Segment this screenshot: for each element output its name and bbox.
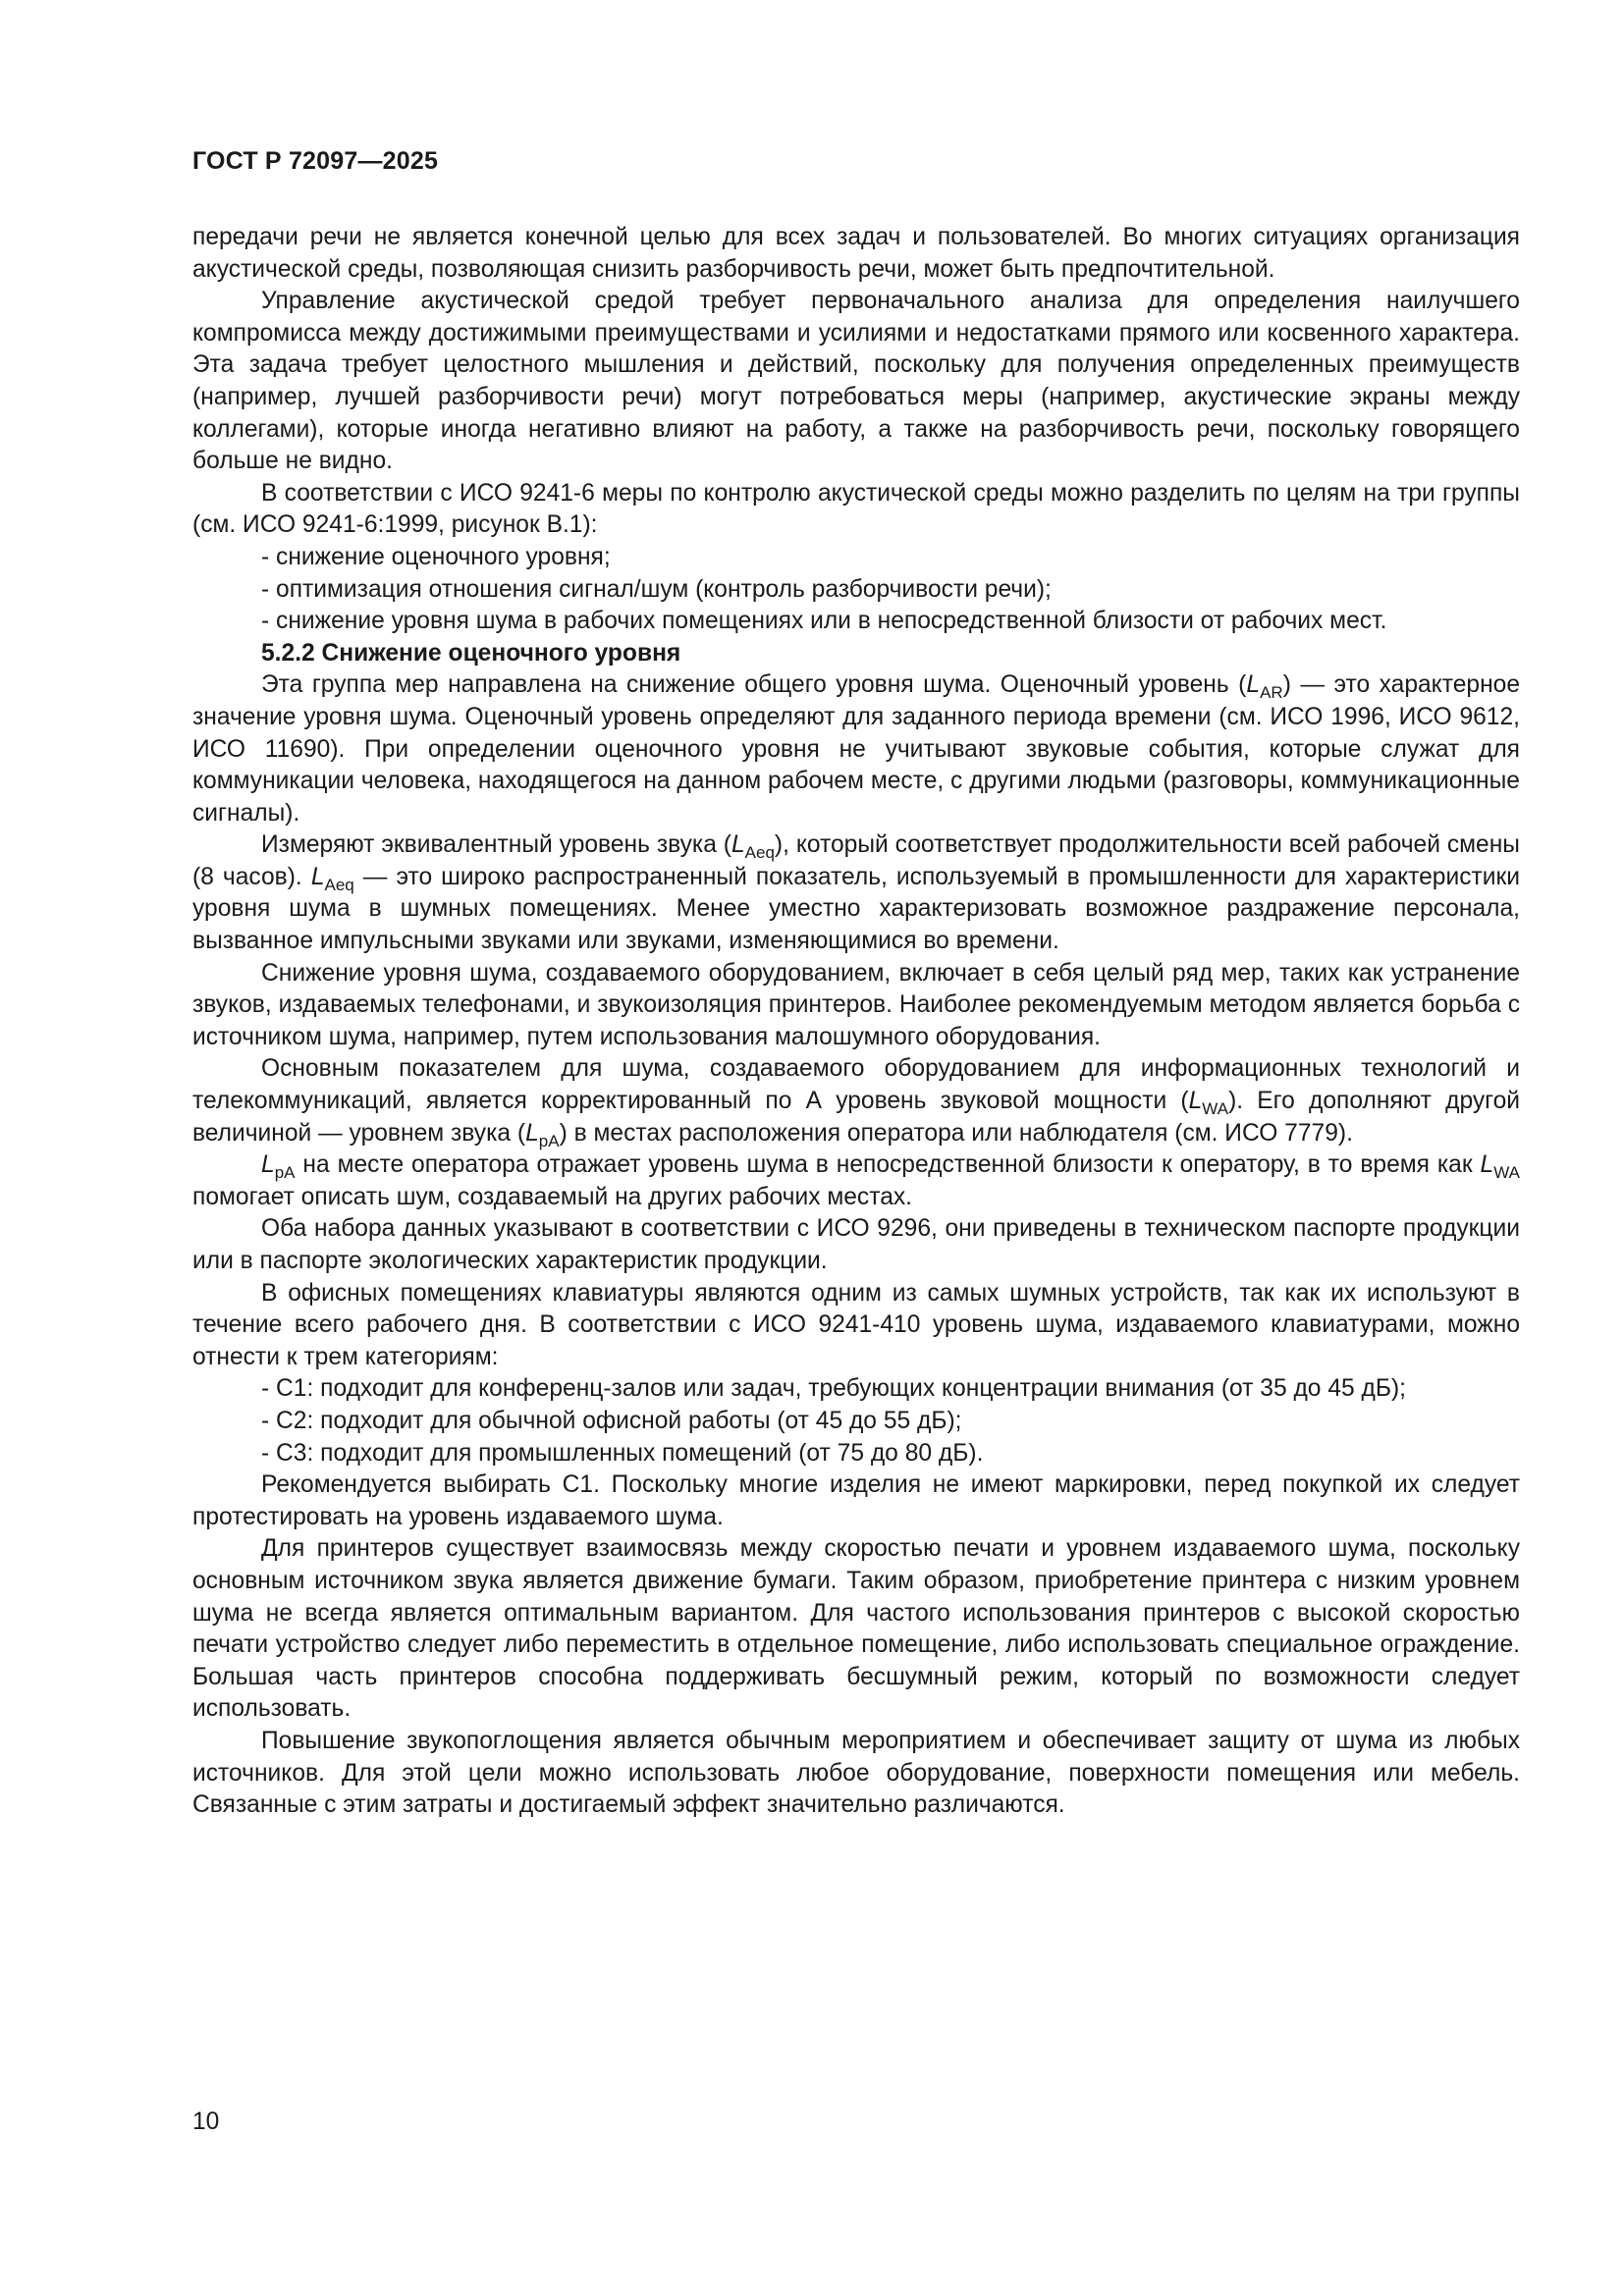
list-item-group-2: - оптимизация отношения сигнал/шум (контроль разборчивости речи); — [261, 575, 1052, 603]
document-header: ГОСТ Р 72097—2025 — [192, 147, 439, 175]
symbol-L: L — [261, 1151, 275, 1179]
list-item-c3: - C3: подходит для промышленных помещений (от 75 до 80 дБ). — [261, 1439, 984, 1467]
symbol-L: L — [1246, 671, 1261, 699]
paragraph-keyboards: В офисных помещениях клавиатуры являются одним из самых шумных устройств, так как их используют в течение всего рабочего дня. В соответствии с ИСО 9241-410 уровень шума, издаваемого клавиатурами, можно отнести к трем категориям: — [192, 1279, 1520, 1370]
paragraph-operator-level — [192, 1149, 1520, 1213]
text-run: — это широко распространенный показатель, используемый в промышленности для характеристики уровня шума в шумных помещениях. Менее уместно характеризовать возможное раздражение персонала, вызванное импульсными звуками или звуками, изменяющимися во времени. — [192, 863, 1520, 955]
subscript: AR — [1260, 683, 1283, 703]
symbol-L: L — [1188, 1088, 1203, 1115]
paragraph-continuation: передачи речи не является конечной целью для всех задач и пользователей. Во многих ситуациях организация акустической среды, позволяющая снизить разборчивость речи, может быть предпочтительной. — [192, 224, 1520, 283]
paragraph-recommendation: Рекомендуется выбирать C1. Поскольку многие изделия не имеют маркировки, перед покупкой их следует протестировать на уровень издаваемого шума. — [192, 1471, 1520, 1530]
text-run: Измеряют эквивалентный уровень звука ( — [261, 831, 731, 859]
text-run: помогает описать шум, создаваемый на других рабочих местах. — [192, 1183, 913, 1210]
paragraph-acoustic-management: Управление акустической средой требует первоначального анализа для определения наилучшего компромисса между достижимыми преимуществами и усилиями и недостатками прямого или косвенного характера. Эта задача требует целостного мышления и действий, поскольку для получения определенных преимуществ (например, лучшей разборчивости речи) могут потребоваться меры (например, акустические экраны между коллегами), которые иногда негативно влияют на работу, а также на разборчивость речи, поскольку говорящего больше не видно. — [192, 288, 1520, 475]
text-run: ). Его дополняют другой величиной — уровнем звука ( — [192, 1088, 1520, 1147]
subscript: pA — [538, 1131, 560, 1150]
paragraph-sound-power — [192, 1053, 1520, 1149]
symbol-L: L — [525, 1119, 539, 1147]
subscript: pA — [274, 1163, 296, 1183]
symbol-L: L — [1480, 1151, 1494, 1179]
paragraph-iso-groups: В соответствии с ИСО 9241-6 меры по контролю акустической среды можно разделить по целям на три группы (см. ИСО 9241-6:1999, рисунок В.1): — [192, 479, 1520, 539]
paragraph-equivalent-level — [192, 829, 1520, 957]
paragraph-iso-9296: Оба набора данных указывают в соответствии с ИСО 9296, они приведены в техническом паспорте продукции или в паспорте экологических характеристик продукции. — [192, 1215, 1520, 1274]
symbol-L: L — [310, 863, 325, 890]
page-body — [192, 222, 1520, 1822]
paragraph-sound-absorption: Повышение звукопоглощения является обычным мероприятием и обеспечивает защиту от шума из любых источников. Для этой цели можно использовать любое оборудование, поверхности помещения или мебель. Связанные с этим затраты и достигаемый эффект значительно различаются. — [192, 1727, 1520, 1819]
list-item-group-1: - снижение оценочного уровня; — [261, 543, 611, 570]
list-item-group-3: - снижение уровня шума в рабочих помещениях или в непосредственной близости от рабочих мест. — [261, 608, 1387, 635]
symbol-L: L — [731, 831, 745, 859]
page-number: 10 — [192, 2109, 220, 2135]
subscript: WA — [1202, 1099, 1229, 1119]
text-run: Основным показателем для шума, создаваемого оборудованием для информационных технологий и телекоммуникаций, является корректированный по А уровень звуковой мощности ( — [192, 1055, 1520, 1115]
paragraph-rating-level — [192, 669, 1520, 829]
list-item-c1: - C1: подходит для конференц-залов или задач, требующих концентрации внимания (от 35 до 45 дБ); — [261, 1375, 1407, 1403]
subscript: WA — [1493, 1163, 1520, 1183]
paragraph-printers: Для принтеров существует взаимосвязь между скоростью печати и уровнем издаваемого шума, поскольку основным источником звука является движение бумаги. Таким образом, приобретение принтера с низким уровнем шума не всегда является оптимальным вариантом. Для частого использования принтеров с высокой скоростью печати устройство следует либо переместить в отдельное помещение, либо использовать специальное ограждение. Большая часть принтеров способна поддерживать бесшумный режим, который по возможности следует использовать. — [192, 1535, 1520, 1723]
subscript: Aeq — [324, 875, 354, 894]
text-run: ) — это характерное значение уровня шума. Оценочный уровень определяют для заданного периода времени (см. ИСО 1996, ИСО 9612, ИСО 11690). При определении оценочного уровня не учитывают звуковые события, которые служат для коммуникации человека, находящегося на данном рабочем месте, с другими людьми (разговоры, коммуникационные сигналы). — [192, 671, 1521, 827]
paragraph-equipment-noise: Снижение уровня шума, создаваемого оборудованием, включает в себя целый ряд мер, таких как устранение звуков, издаваемых телефонами, и звукоизоляция принтеров. Наиболее рекомендуемым методом является борьба с источником шума, например, путем использования малошумного оборудования. — [192, 959, 1520, 1050]
section-heading-5-2-2: 5.2.2 Снижение оценочного уровня — [261, 639, 681, 667]
text-run: ) в местах расположения оператора или наблюдателя (см. ИСО 7779). — [559, 1119, 1353, 1147]
subscript: Aeq — [744, 843, 775, 863]
text-run: Эта группа мер направлена на снижение общего уровня шума. Оценочный уровень ( — [261, 671, 1247, 699]
text-run: на месте оператора отражает уровень шума в непосредственной близости к оператору, в то время как — [295, 1151, 1481, 1179]
list-item-c2: - C2: подходит для обычной офисной работы (от 45 до 55 дБ); — [261, 1407, 962, 1434]
text-run: ), который соответствует продолжительности всей рабочей смены (8 часов). — [192, 831, 1520, 890]
